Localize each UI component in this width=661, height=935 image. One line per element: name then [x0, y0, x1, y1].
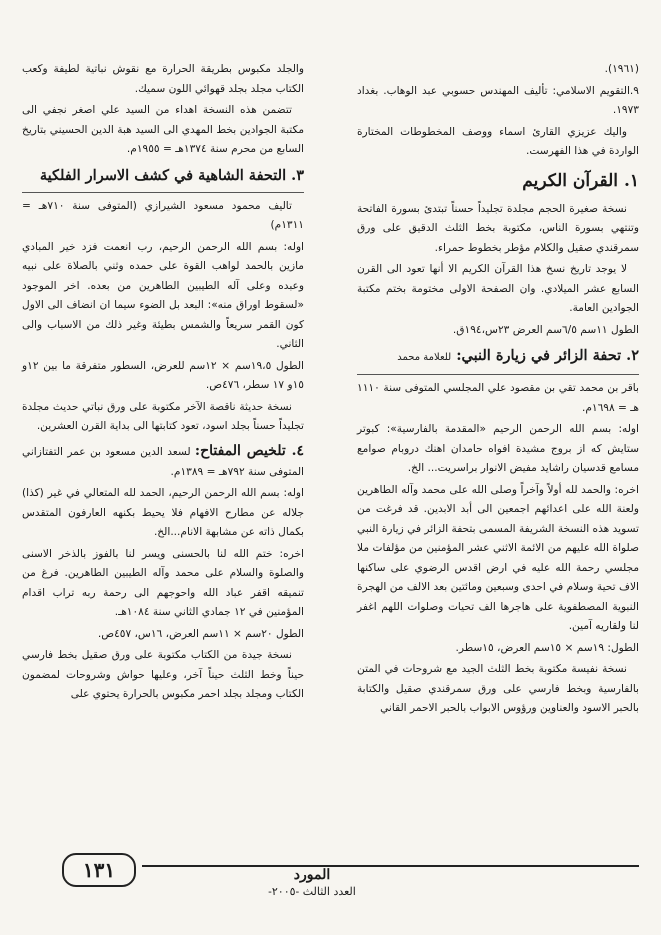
paragraph: والجلد مكبوس بطريقة الحرارة مع نقوش نباتية لطيفة وكعب الكتاب مجلد بجلد قهوائي اللون سميك.	[22, 63, 304, 95]
page-number: ١٣١	[62, 853, 136, 887]
paragraph: (١٩٦١).	[604, 63, 639, 75]
magazine-name: المورد	[293, 867, 331, 883]
paragraph: الطول ١٩،٥سم × ١٢سم للعرض، السطور متفرقة ما بين ١٢و ١٥و ١٧ سطر، ٤٧٦ص.	[22, 359, 304, 391]
section-heading-zaer	[357, 344, 639, 370]
paragraph: تتضمن هذه النسخة اهداء من السيد علي اصغر نجفي الى مكتبة الجوادين بخط المهدي الى السيد هبة الدين الحسيني بتاريخ السابع من محرم سنة ١٣٧٤هـ = ١٩٥٥م.	[22, 104, 304, 155]
paragraph: لا يوجد تاريخ نسخ هذا القرآن الكريم الا أنها تعود الى القرن السابع عشر الميلادي. وان الصفحة الاولى مختومة بختم مكتبة الجوادين العامة.	[357, 263, 639, 314]
heading-title: ٤. تلخيص المفتاح:	[194, 442, 305, 459]
paragraph: تاليف محمود مسعود الشيرازي (المتوفى سنة ٧١٠هـ = ١٣١١م)	[22, 199, 304, 231]
section-heading-talkhis	[22, 439, 304, 483]
heading-subtitle: للعلامة محمد	[397, 352, 452, 363]
paragraph: الطول ١١سم ٦/٥سم العرض ٢٣س،١٩٤ق.	[452, 323, 639, 336]
paragraph: نسخة جيدة من الكتاب مكتوبة على ورق صقيل بخط فارسي حيناً وخط الثلث حيناً آخر، وعليها حواش وشروحات لمضمون الكتاب ومجلد بجلد احمر مكبوس بالحرارة يحتوي على	[22, 649, 304, 700]
paragraph: اوله: بسم الله الرحمن الرحيم، الحمد لله المتعالي في غير (كذا) جلاله عن مطارح الافهام فلا يحيط بكنهه العارفون المتقدس بكمال ذاته عن مشابهة الانام...الخ.	[22, 487, 304, 538]
page-footer	[22, 853, 639, 913]
section-heading-tuhfa: ٣. التحفة الشاهية في كشف الاسرار الفلكية	[39, 166, 304, 184]
divider	[22, 192, 304, 193]
paragraph: الطول ٢٠سم × ١١سم العرض، ١٦س، ٤٥٧ص.	[97, 627, 304, 640]
heading-rest: لسعد الدين مسعود بن عمر التفتازاني المتوفى سنة ٧٩٢هـ = ١٣٨٩م.	[22, 445, 304, 478]
section-heading-quran: ١. القرآن الكريم	[522, 170, 639, 191]
left-column	[22, 60, 304, 707]
paragraph: اخره: ختم الله لنا بالحسنى ويسر لنا بالفوز بالذخر الاسنى والصلوة والسلام على محمد وآله الطيبين الطاهرين. فرغ من تنميقه اقفر عباد الله واحوجهم الى رحمة ربه تراب اقدام المؤمنين في ١٢ جمادي الثاني سنة ١٠٨٤هـ.	[22, 547, 304, 618]
paragraph: ٩.التقويم الاسلامي: تأليف المهندس حسوبي عبد الوهاب. بغداد ١٩٧٣.	[357, 84, 639, 116]
heading-title: ٢. تحفة الزائر في زيارة النبي:	[456, 347, 639, 364]
paragraph: واليك عزيزي القارئ اسماء ووصف المخطوطات المختارة الواردة في هذا الفهرست.	[357, 125, 639, 157]
issue-label: العدد الثالث -٢٠٠٥-	[268, 885, 356, 898]
paragraph: اوله: بسم الله الرحمن الرحيم، رب انعمت فزد خير المبادي مازين بالحمد لواهب القوة على حمده وثني بالصلاة على نبيه وعبده وعلى آله الطيبين الطاهرين من بعده. اخر الموجود «لسقوط اوراق منه»: البعد بل الضوء سيما ان انضاف الى الاول كون القمر سريعاً والشمس بطيئة وغير ذلك من الاسباب والى الثاني.	[22, 240, 304, 350]
divider	[357, 374, 639, 375]
paragraph: باقر بن محمد تقي بن مقصود علي المجلسي المتوفى سنة ١١١٠ هـ = ١٦٩٨م.	[357, 382, 639, 414]
paragraph: اخره: والحمد لله أولاً وآخراً وصلى الله على محمد وآله الطاهرين ولعنة الله على اعدائهم اجمعين الى أبد الابدين. قد فرغت من تسويد هذه النسخة الشريفة المسمى بتحفة الزائر في زيارة النبي صلواة الله عليهم من الائمة الاثني عشر المؤمنين من مؤلفات ملا مجلسي رحمة الله عليه في ارض اقدس الرضوي على ساكنها الاف تحية وسلام في احدى وسبعين ومائتين بعد الالف من الهجرة النبوية المصطفوية على هاجرها الف تحيات وصلوات اللهم اغفر لنا ولقاريه آمين.	[357, 483, 639, 632]
paragraph: اوله: بسم الله الرحمن الرحيم «المقدمة بالفارسية»: كبوتر ستايش كه از بروج مشيدة افواه حامدان اهنك دروبام صوامع مسامع قدسيان راشايد مفيض الانوار براسريت... الخ.	[357, 423, 639, 474]
paragraph: الطول: ١٩سم × ١٥سم العرض، ١٥سطر.	[455, 641, 639, 654]
paragraph: نسخة صغيرة الحجم مجلدة تجليداً حسناً تبتدئ بسورة الفاتحة وتنتهي بسورة الناس، مكتوبة بخط الثلث الدقيق على ورق سمرقندي صقيل والكلام مؤطر بخطوط حمراء.	[357, 202, 639, 254]
paragraph: نسخة حديثة ناقصة الآخر مكتوبة على ورق نباتي حديث مجلدة تجليداً حسناً بجلد اسود، تعود كتابتها الى بداية القرن العشرين.	[22, 400, 304, 432]
right-column	[357, 60, 639, 721]
paragraph: نسخة نفيسة مكتوبة بخط الثلث الجيد مع شروحات في المتن بالفارسية وبخط فارسي على ورق سمرقندي صقيل والكتابة بالحبر الاسود والعناوين ورؤوس الابواب بالحبر الاحمر القاني	[357, 663, 639, 714]
footer-rule	[142, 865, 639, 867]
